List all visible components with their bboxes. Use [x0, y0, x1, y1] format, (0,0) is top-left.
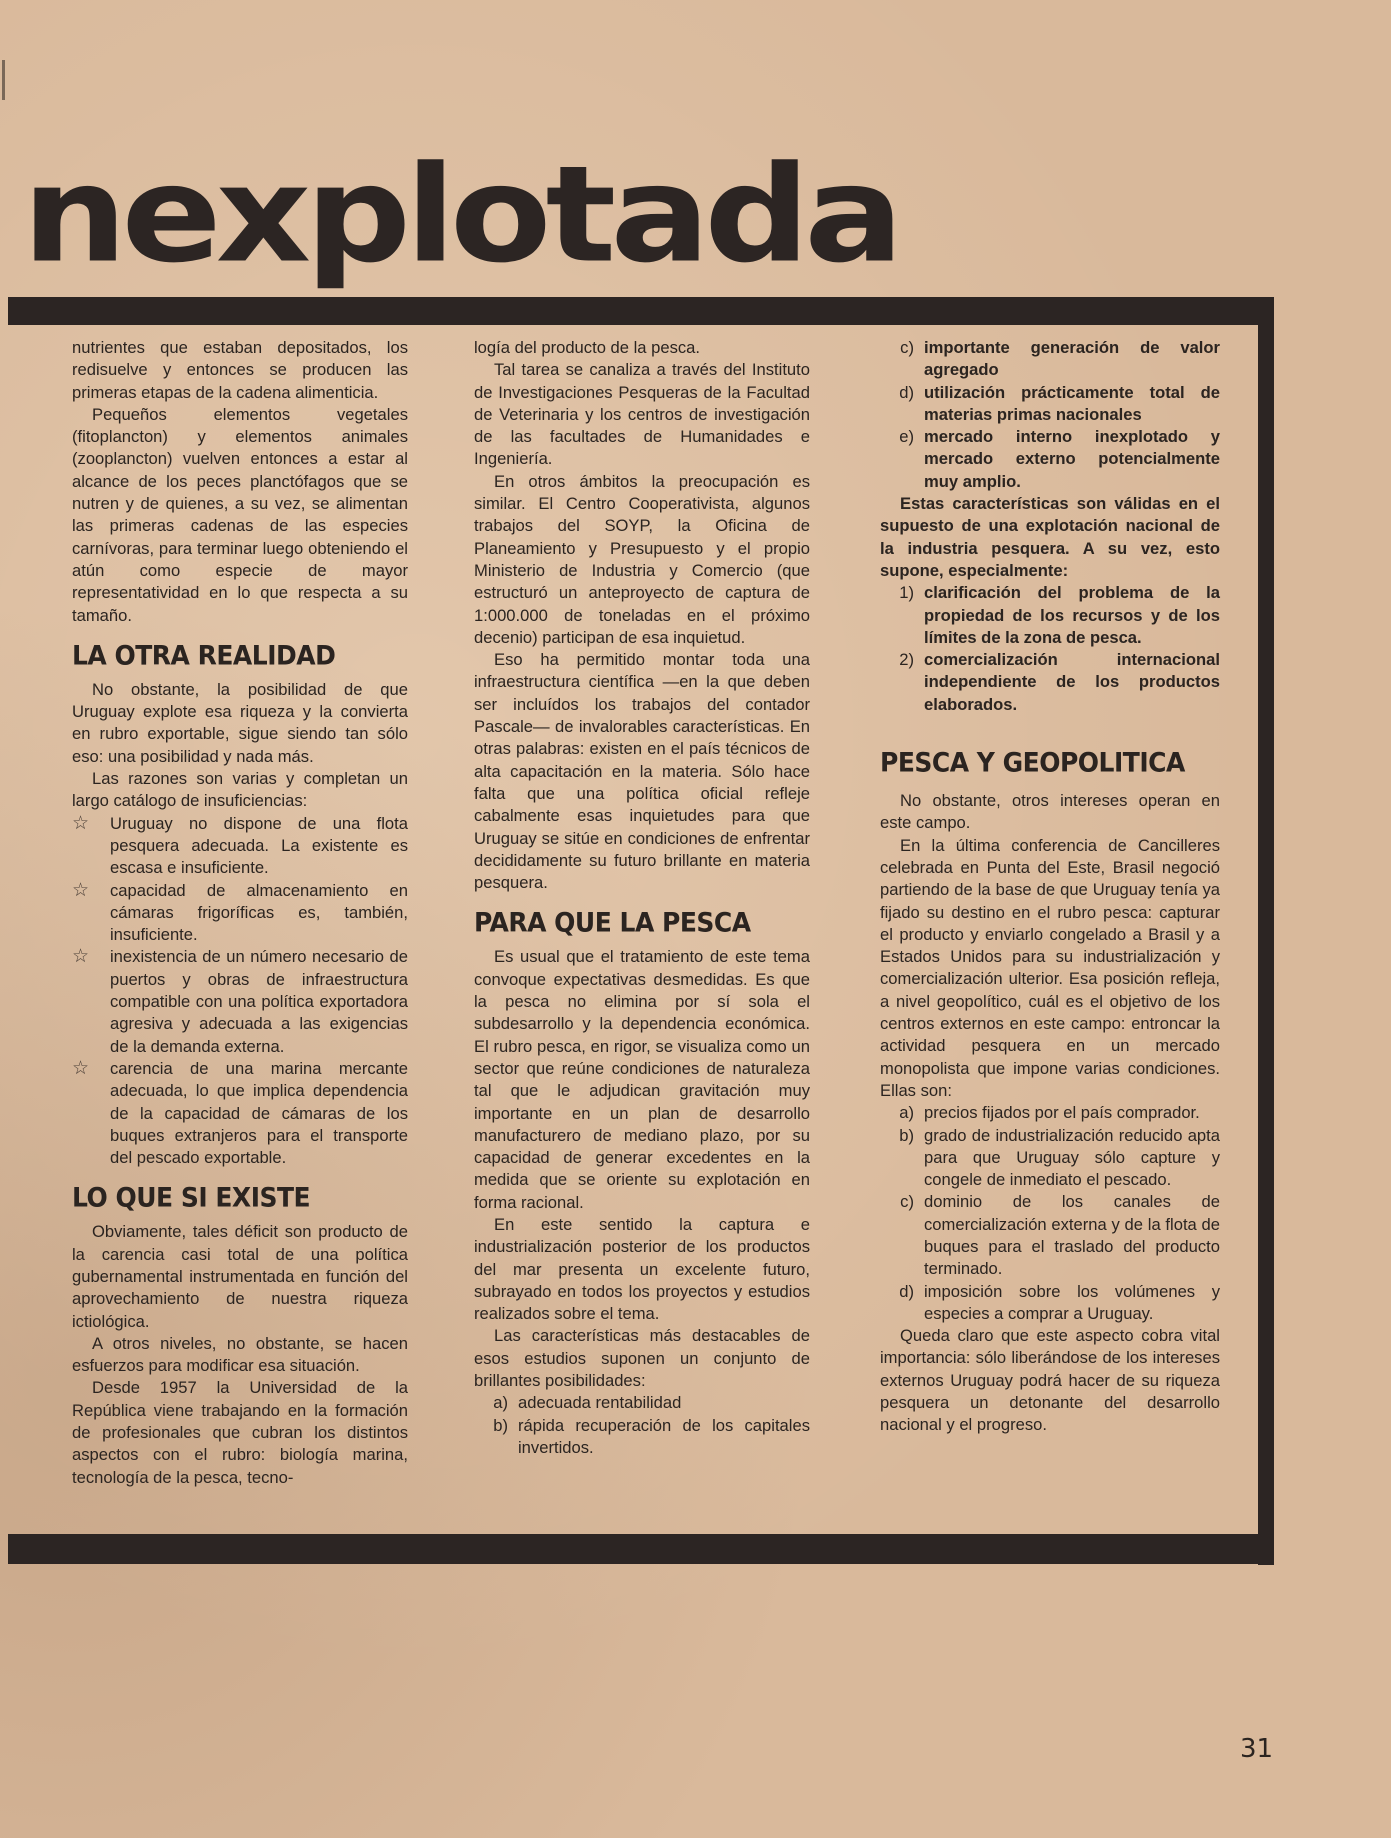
list-item-text: clarificación del problema de la propiedad de los recursos y de los límites de la zona de pesca. — [924, 583, 1220, 647]
list-item — [880, 1191, 1220, 1280]
list-item-label: c) — [900, 338, 914, 357]
list-item-label: 2) — [899, 650, 914, 670]
star-bullet-icon: ☆ — [72, 1057, 90, 1079]
paragraph: No obstante, la posibilidad de que Uruguay explote esa riqueza y la convierta en rubro exportable, sigue siendo tan sólo eso: una posibilidad y nada más. — [72, 679, 408, 766]
list-item — [72, 880, 408, 947]
paragraph: Obviamente, tales déficit son producto de la carencia casi total de una política gubernamental instrumentada en función del aprovechamiento de nuestra riqueza ictiológica. — [72, 1222, 408, 1331]
list-item-label: a) — [899, 1103, 914, 1123]
list-item — [880, 1281, 1220, 1326]
paragraph: Eso ha permitido montar toda una infraestructura científica —en la que deben ser incluídos los trabajos del contador Pascale— de invalorables características. En otras palabras: existen en el país técnicos de alta capacitación en la materia. Sólo hace falta que una política oficial refleje cabalmente esas inquietudes para que Uruguay se sitúe en condiciones de enfrentar decididamente su futuro brillante en materia pesquera. — [474, 650, 810, 893]
paragraph: nutrientes que estaban depositados, los redisuelve y entonces se producen las primeras etapas de la cadena alimenticia. — [72, 338, 408, 402]
section-heading: LA OTRA REALIDAD — [72, 640, 336, 671]
paragraph: Tal tarea se canaliza a través del Instituto de Investigaciones Pesqueras de la Facultad de Veterinaria y los centros de investigación de las facultades de Humanidades e Ingeniería. — [474, 360, 810, 469]
list-item — [474, 1415, 810, 1460]
list-item-label: a) — [493, 1393, 508, 1413]
list-item-label: e) — [899, 427, 914, 447]
list-item-text: importante generación de valor agregado — [924, 338, 1220, 380]
list-item — [880, 582, 1220, 649]
list-item — [880, 1125, 1220, 1192]
paragraph: En este sentido la captura e industrialización posterior de los productos del mar presenta un excelente futuro, subrayado en todos los proyectos y estudios realizados sobre el tema. — [474, 1214, 810, 1324]
star-bullet-icon: ☆ — [72, 879, 90, 901]
list-item — [72, 813, 408, 880]
paragraph: Las características más destacables de esos estudios suponen un conjunto de brillantes posibilidades: — [474, 1326, 810, 1391]
column-2 — [474, 337, 810, 1459]
list-item-label: b) — [493, 1415, 508, 1435]
list-item-text: adecuada rentabilidad — [518, 1393, 682, 1413]
paragraph: Pequeños elementos vegetales (fitoplancton) y elementos animales (zooplancton) vuelven entonces a estar al alcance de los peces planctófagos que se nutren y de quienes, a su vez, se alimentan las primeras cadenas de las especies carnívoras, para terminar luego obteniendo el atún como especie de mayor representatividad en lo que respecta a su tamaño. — [72, 404, 408, 625]
list-item — [880, 426, 1220, 493]
paragraph: En otros ámbitos la preocupación es similar. El Centro Cooperativista, algunos trabajos del SOYP, la Oficina de Planeamiento y Presupuesto y el propio Ministerio de Industria y Comercio (que estructuró un anteproyecto de captura de 1:000.000 de toneladas en el próximo decenio) participan de esa inquietud. — [474, 471, 810, 647]
page-edge-mark — [2, 60, 5, 100]
list-item — [880, 337, 1220, 382]
paragraph: Las razones son varias y completan un largo catálogo de insuficiencias: — [72, 769, 408, 811]
list-item-text: imposición sobre los volúmenes y especies a comprar a Uruguay. — [924, 1281, 1220, 1323]
list-item — [880, 649, 1220, 716]
list-item-text: comercialización internacional independiente de los productos elaborados. — [924, 650, 1220, 714]
star-bullet-icon: ☆ — [72, 812, 90, 834]
list-item-text: precios fijados por el país comprador. — [924, 1103, 1200, 1123]
frame-rule-top — [8, 297, 1274, 325]
list-item-text: mercado interno inexplotado y mercado externo potencialmente muy amplio. — [924, 427, 1220, 491]
paragraph: En la última conferencia de Cancilleres celebrada en Punta del Este, Brasil negoció partiendo de la base de que Uruguay tenía ya fijado su destino en el rubro pesca: capturar el producto y enviarlo congelado a Brasil y a Estados Unidos para su industrialización y comercialización ulterior. Esa posición refleja, a nivel geopolítico, cuál es el objetivo de los centros externos en este campo: entroncar la actividad pesquera en un mercado monopolista que impone varias condiciones. Ellas son: — [880, 835, 1220, 1100]
frame-rule-right — [1258, 297, 1274, 1565]
section-heading: PARA QUE LA PESCA — [474, 907, 751, 939]
list-item-label: 1) — [899, 583, 914, 603]
list-item-text: grado de industrialización reducido apta para que Uruguay sólo capture y congele de inmediato el pescado. — [924, 1125, 1220, 1190]
column-3 — [880, 337, 1220, 1437]
paragraph: Es usual que el tratamiento de este tema convoque expectativas desmedidas. Es que la pesca no elimina por sí sola el subdesarrollo y la dependencia económica. El rubro pesca, en rigor, se visualiza como un sector que reúne condiciones de naturaleza tal que le adjudican gravitación muy importante en un plan de desarrollo manufacturero de mediano plazo, por su capacidad de generar excedentes en la medida que se oriente su explotación en forma racional. — [474, 947, 810, 1212]
list-item-text: inexistencia de un número necesario de puertos y obras de infraestructura compatible con una política exportadora agresiva y adecuada a las exigencias de la demanda externa. — [110, 947, 408, 1056]
list-item-label: c) — [900, 1192, 914, 1212]
list-item-label: b) — [899, 1125, 914, 1145]
star-bullet-icon: ☆ — [72, 946, 90, 968]
list-item — [474, 1392, 810, 1414]
list-item-text: capacidad de almacenamiento en cámaras frigoríficas es, también, insuficiente. — [110, 880, 408, 945]
column-1 — [72, 337, 408, 1489]
list-item-text: carencia de una marina mercante adecuada, lo que implica dependencia de la capacidad de cámaras de los buques extranjeros para el transporte del pescado exportable. — [110, 1058, 408, 1168]
list-item — [72, 1058, 408, 1169]
list-item — [880, 382, 1220, 427]
list-item-text: Uruguay no dispone de una flota pesquera adecuada. La existente es escasa e insuficiente. — [110, 813, 408, 878]
paragraph: No obstante, otros intereses operan en este campo. — [880, 791, 1220, 833]
list-item-text: dominio de los canales de comercialización externa y de la flota de buques para el traslado del producto terminado. — [924, 1192, 1220, 1279]
list-item-label: d) — [899, 1281, 914, 1301]
list-item-text: utilización prácticamente total de materias primas nacionales — [924, 382, 1220, 424]
section-heading: LO QUE SI EXISTE — [72, 1182, 311, 1214]
headline: nexplotada — [22, 137, 898, 292]
list-item-text: rápida recuperación de los capitales invertidos. — [518, 1415, 810, 1457]
paragraph: Queda claro que este aspecto cobra vital importancia: sólo liberándose de los intereses externos Uruguay podrá hacer de su riqueza pesquera un detonante del desarrollo nacional y el progreso. — [880, 1326, 1220, 1435]
list-item — [72, 946, 408, 1057]
page-number: 31 — [1240, 1734, 1274, 1764]
paragraph: logía del producto de la pesca. — [474, 338, 701, 357]
list-item — [880, 1102, 1220, 1124]
section-heading: PESCA Y GEOPOLITICA — [880, 747, 1185, 778]
paragraph: A otros niveles, no obstante, se hacen esfuerzos para modificar esa situación. — [72, 1333, 408, 1376]
list-item-label: d) — [899, 382, 914, 402]
paragraph: Estas características son válidas en el supuesto de una explotación nacional de la industria pesquera. A su vez, esto supone, especialmente: — [880, 494, 1220, 580]
frame-rule-bottom — [8, 1534, 1274, 1564]
paragraph: Desde 1957 la Universidad de la República viene trabajando en la formación de profesionales que cubran los distintos aspectos con el rubro: biología marina, tecnología de la pesca, tecno- — [72, 1378, 408, 1487]
